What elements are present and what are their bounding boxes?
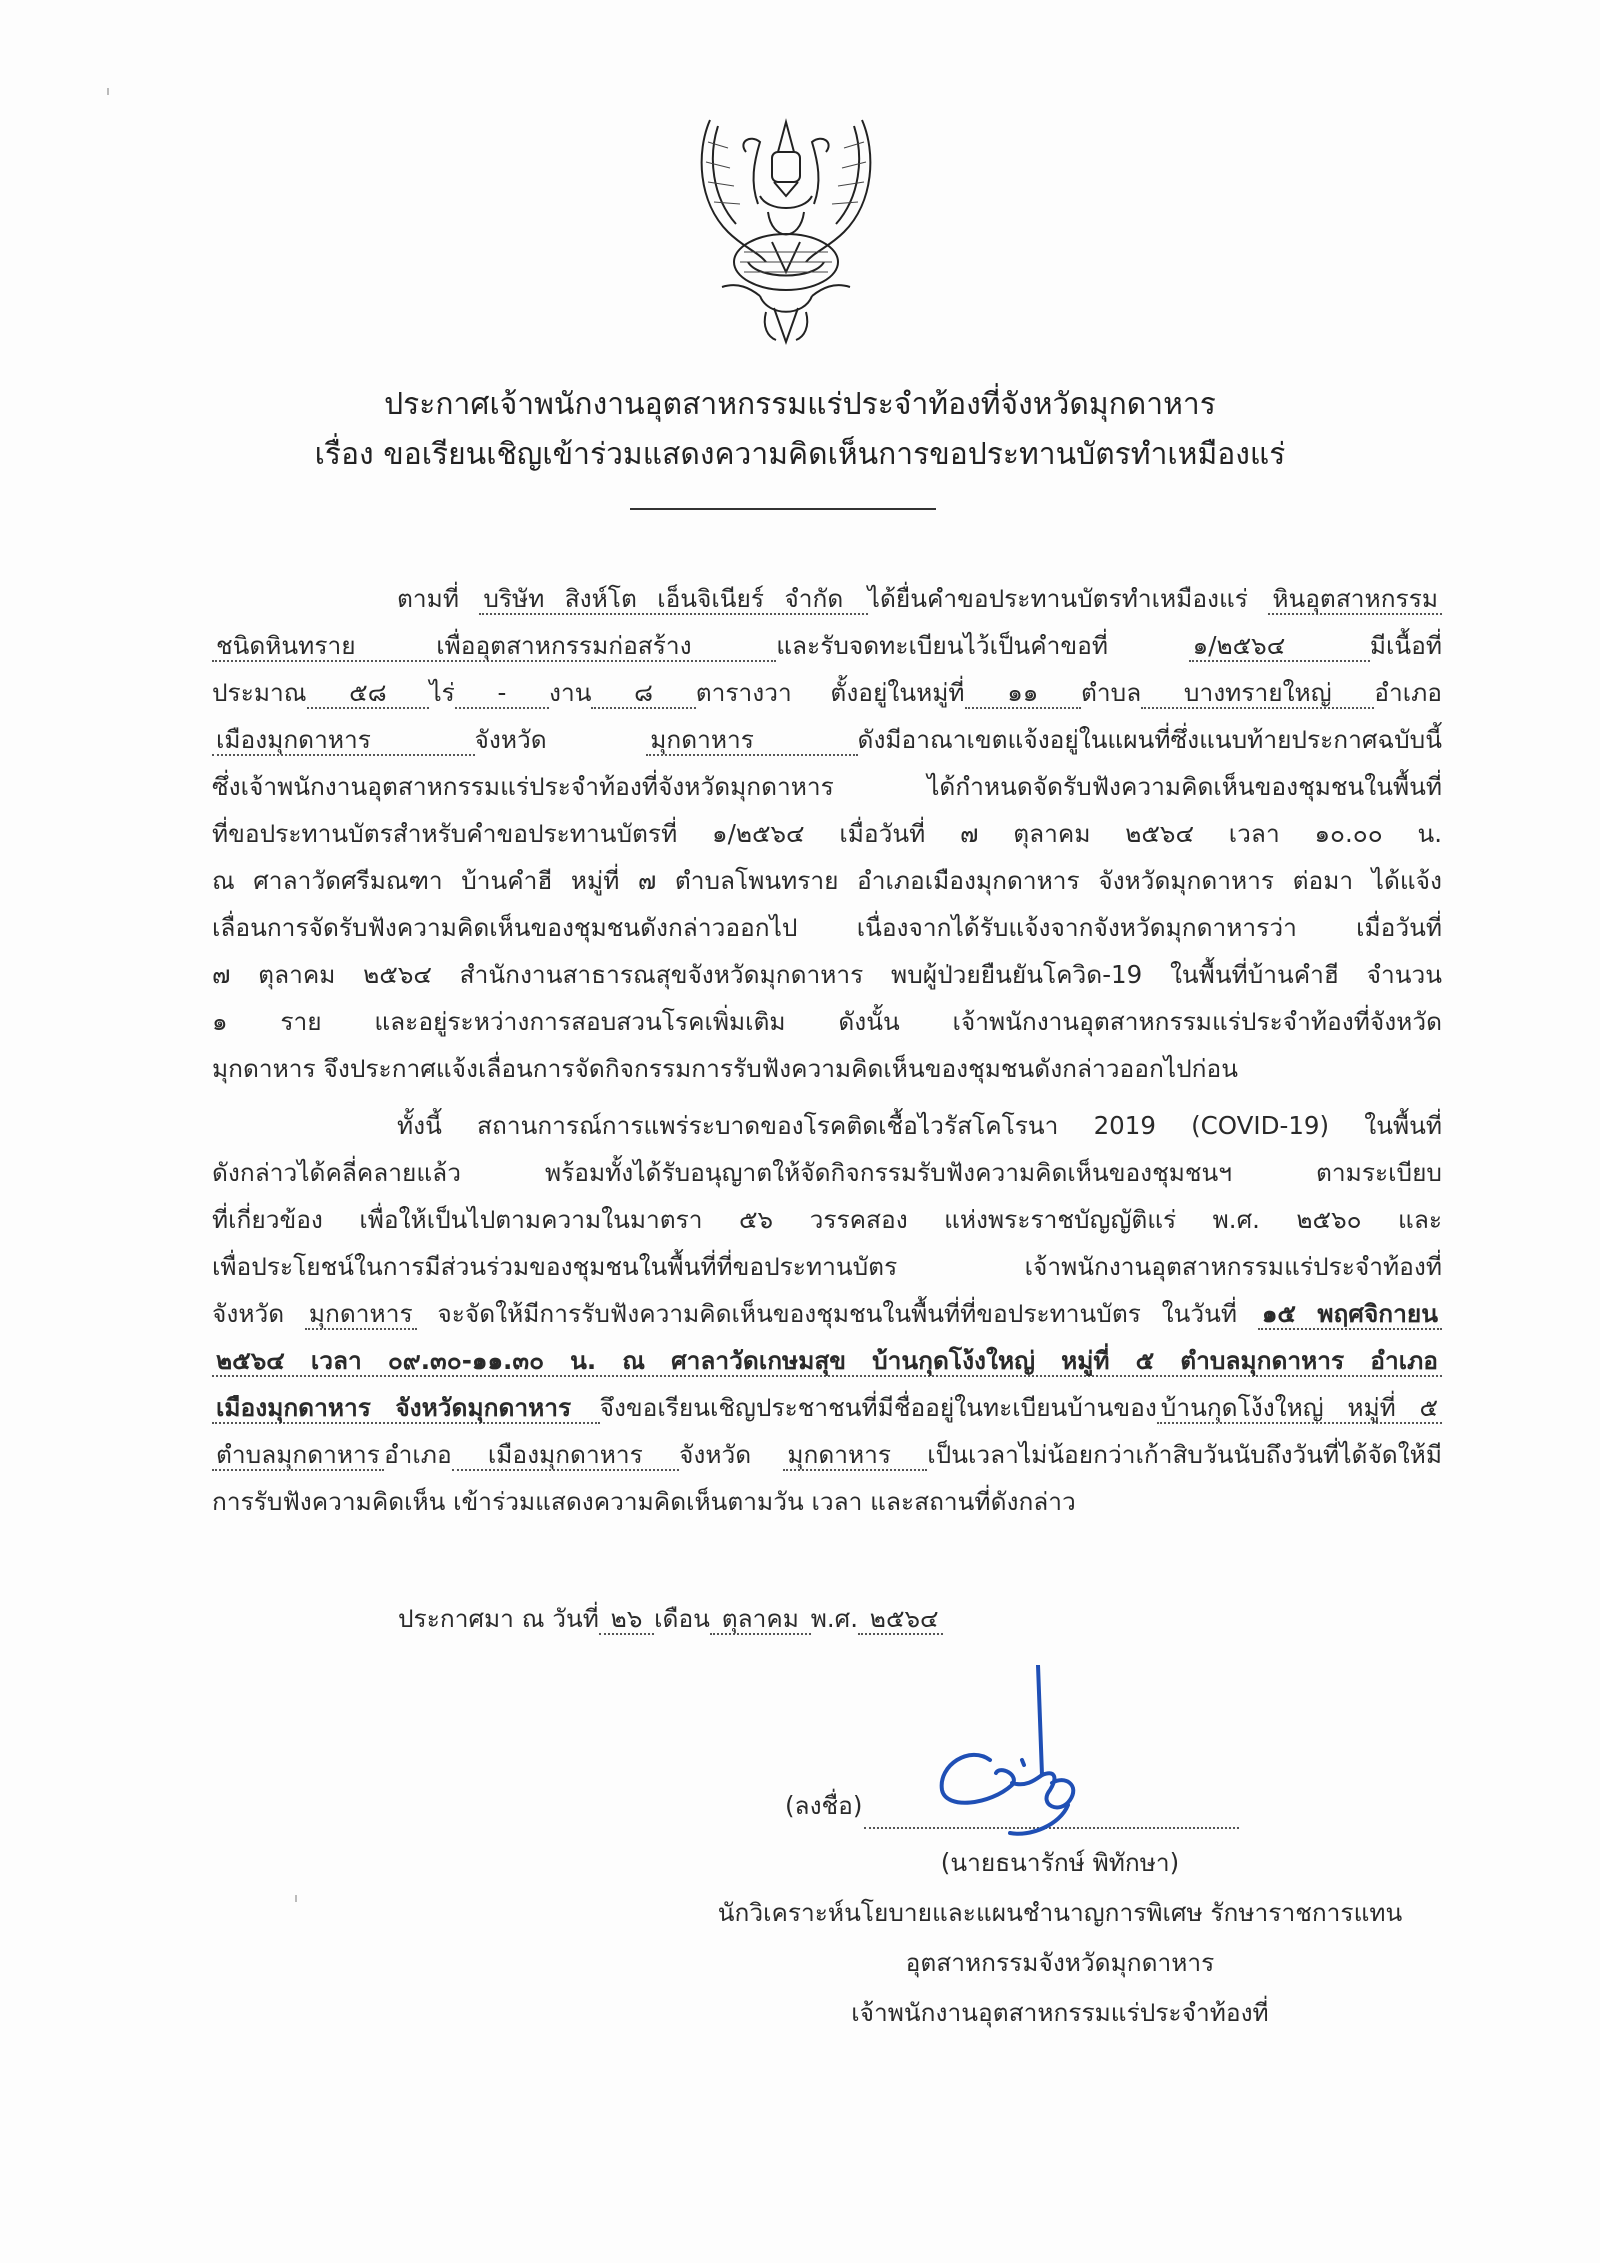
paragraph-line: จังหวัด มุกดาหาร จะจัดให้มีการรับฟังความคิดเห็นของชุมชนในพื้นที่ที่ขอประทานบัตร ในวันที่ ๑๕ พฤศจิกายน [212,1290,1442,1337]
paragraph-1 [212,575,1442,1092]
paragraph-line: ซึ่งเจ้าพนักงานอุตสาหกรรมแร่ประจำท้องที่จังหวัดมุกดาหาร ได้กำหนดจัดรับฟังความคิดเห็นของชุมชนในพื้นที่ [212,772,1442,801]
scan-speck [107,88,109,95]
signatory-office: อุตสาหกรรมจังหวัดมุกดาหาร [905,1948,1215,1977]
signature-label: (ลงชื่อ) [785,1791,863,1820]
paragraph-line: เมืองมุกดาหาร จังหวัด มุกดาหาร ดังมีอาณาเขตแจ้งอยู่ในแผนที่ซึ่งแนบท้ายประกาศฉบับนี้ [212,716,1442,763]
paragraph-2 [212,1102,1442,1525]
signatory-position: นักวิเคราะห์นโยบายและแผนชำนาญการพิเศษ รักษาราชการแทน [717,1898,1403,1927]
handwritten-signature-icon [930,1665,1110,1845]
paragraph-line: เลื่อนการจัดรับฟังความคิดเห็นของชุมชนดังกล่าวออกไป เนื่องจากได้รับแจ้งจากจังหวัดมุกดาหารว่า เมื่อวันที่ [212,913,1442,942]
paragraph-line: ตามที่ บริษัท สิงห์โต เอ็นจิเนียร์ จำกัด ได้ยื่นคำขอประทานบัตรทำเหมืองแร่ หินอุตสาหกรรม [212,575,1442,622]
paragraph-line [212,1337,1442,1384]
mineral-field: หินอุตสาหกรรม [1268,584,1442,615]
garuda-emblem-icon [688,112,884,348]
paragraph-line: ชนิดหินทราย เพื่ออุตสาหกรรมก่อสร้าง และรับจดทะเบียนไว้เป็นคำขอที่ ๑/๒๕๖๔ มีเนื้อที่ [212,622,1442,669]
paragraph-line: ตำบลมุกดาหาร อำเภอ เมืองมุกดาหาร จังหวัด มุกดาหาร เป็นเวลาไม่น้อยกว่าเก้าสิบวันนับถึงวันที่ได้จัดให้มี [212,1431,1442,1478]
request-number-field: ๑/๒๕๖๔ [1189,631,1370,662]
hearing-place-field: เมืองมุกดาหาร จังหวัดมุกดาหาร [212,1393,600,1424]
paragraph-line: มุกดาหาร จึงประกาศแจ้งเลื่อนการจัดกิจกรรมการรับฟังความคิดเห็นของชุมชนดังกล่าวออกไปก่อน [212,1054,1238,1083]
rai-field: ๕๘ [307,678,430,709]
paragraph-line: ที่ขอประทานบัตรสำหรับคำขอประทานบัตรที่ ๑/๒๕๖๔ เมื่อวันที่ ๗ ตุลาคม ๒๕๖๔ เวลา ๑๐.๐๐ น. [212,819,1442,848]
signatory-name: (นายธนารักษ์ พิทักษา) [940,1848,1180,1877]
tambon-field: ตำบลมุกดาหาร [212,1440,384,1471]
paragraph-line: ๗ ตุลาคม ๒๕๖๔ สำนักงานสาธารณสุขจังหวัดมุกดาหาร พบผู้ป่วยยืนยันโควิด-19 ในพื้นที่บ้านคำฮี จำนวน [212,960,1442,989]
paragraph-line: ๑ ราย และอยู่ระหว่างการสอบสวนโรคเพิ่มเติม ดังนั้น เจ้าพนักงานอุตสาหกรรมแร่ประจำท้องที่จังหวัด [212,1007,1442,1036]
announcement-date: ประกาศมา ณ วันที่ ๒๖ เดือน ตุลาคม พ.ศ. ๒๕๖๔ [398,1595,943,1642]
province-field: มุกดาหาร [305,1299,417,1330]
announcement-title: ประกาศเจ้าพนักงานอุตสาหกรรมแร่ประจำท้องที่จังหวัดมุกดาหาร [384,387,1216,422]
paragraph-line: ประมาณ ๕๘ ไร่ - งาน ๘ ตารางวา ตั้งอยู่ในหมู่ที่ ๑๑ ตำบล บางทรายใหญ่ อำเภอ [212,678,1442,707]
hearing-date-field: ๑๕ พฤศจิกายน [1258,1299,1442,1330]
paragraph-line: เพื่อประโยชน์ในการมีส่วนร่วมของชุมชนในพื้นที่ที่ขอประทานบัตร เจ้าพนักงานอุตสาหกรรมแร่ประจำท้องที่ [212,1252,1442,1281]
day-field: ๒๖ [599,1604,654,1635]
province-field: มุกดาหาร [783,1440,927,1471]
signatory-title: เจ้าพนักงานอุตสาหกรรมแร่ประจำท้องที่ [851,1998,1269,2027]
company-name-field: บริษัท สิงห์โต เอ็นจิเนียร์ จำกัด [479,584,867,615]
month-field: ตุลาคม [710,1604,811,1635]
moo-field: ๑๑ [965,678,1081,709]
ngan-field: - [455,678,549,709]
announcement-subject: เรื่อง ขอเรียนเชิญเข้าร่วมแสดงความคิดเห็นการขอประทานบัตรทำเหมืองแร่ [314,437,1286,472]
paragraph-line: ณ ศาลาวัดศรีมณฑา บ้านคำฮี หมู่ที่ ๗ ตำบลโพนทราย อำเภอเมืองมุกดาหาร จังหวัดมุกดาหาร ต่อมา ได้แจ้ง [212,866,1442,895]
paragraph-line: การรับฟังความคิดเห็น เข้าร่วมแสดงความคิดเห็นตามวัน เวลา และสถานที่ดังกล่าว [212,1487,1076,1516]
mineral-type-field: ชนิดหินทราย เพื่ออุตสาหกรรมก่อสร้าง [212,631,776,662]
amphoe-field: เมืองมุกดาหาร [452,1440,679,1471]
hearing-time-place-field: ๒๕๖๔ เวลา ๐๙.๓๐-๑๑.๓๐ น. ณ ศาลาวัดเกษมสุข บ้านกุดโง้งใหญ่ หมู่ที่ ๕ ตำบลมุกดาหาร อำเภอ [212,1346,1442,1377]
paragraph-line: ดังกล่าวได้คลี่คลายแล้ว พร้อมทั้งได้รับอนุญาตให้จัดกิจกรรมรับฟังความคิดเห็นของชุมชนฯ ตามระเบียบ [212,1158,1442,1187]
year-field: ๒๕๖๔ [858,1604,943,1635]
title-divider [630,508,936,510]
tambon-field: บางทรายใหญ่ [1141,678,1374,709]
province-field: มุกดาหาร [646,725,857,756]
paragraph-line: เมืองมุกดาหาร จังหวัดมุกดาหาร จึงขอเรียนเชิญประชาชนที่มีชื่ออยู่ในทะเบียนบ้านของ บ้านกุดโง้งใหญ่ หมู่ที่ ๕ [212,1384,1442,1431]
paragraph-line: ที่เกี่ยวข้อง เพื่อให้เป็นไปตามความในมาตรา ๕๖ วรรคสอง แห่งพระราชบัญญัติแร่ พ.ศ. ๒๕๖๐ และ [212,1205,1442,1234]
scan-speck [295,1895,297,1902]
village-field: บ้านกุดโง้งใหญ่ หมู่ที่ ๕ [1157,1393,1442,1424]
square-wa-field: ๘ [591,678,695,709]
amphoe-field: เมืองมุกดาหาร [212,725,475,756]
paragraph-line: ทั้งนี้ สถานการณ์การแพร่ระบาดของโรคติดเชื้อไวรัสโคโรนา 2019 (COVID-19) ในพื้นที่ [397,1111,1442,1140]
